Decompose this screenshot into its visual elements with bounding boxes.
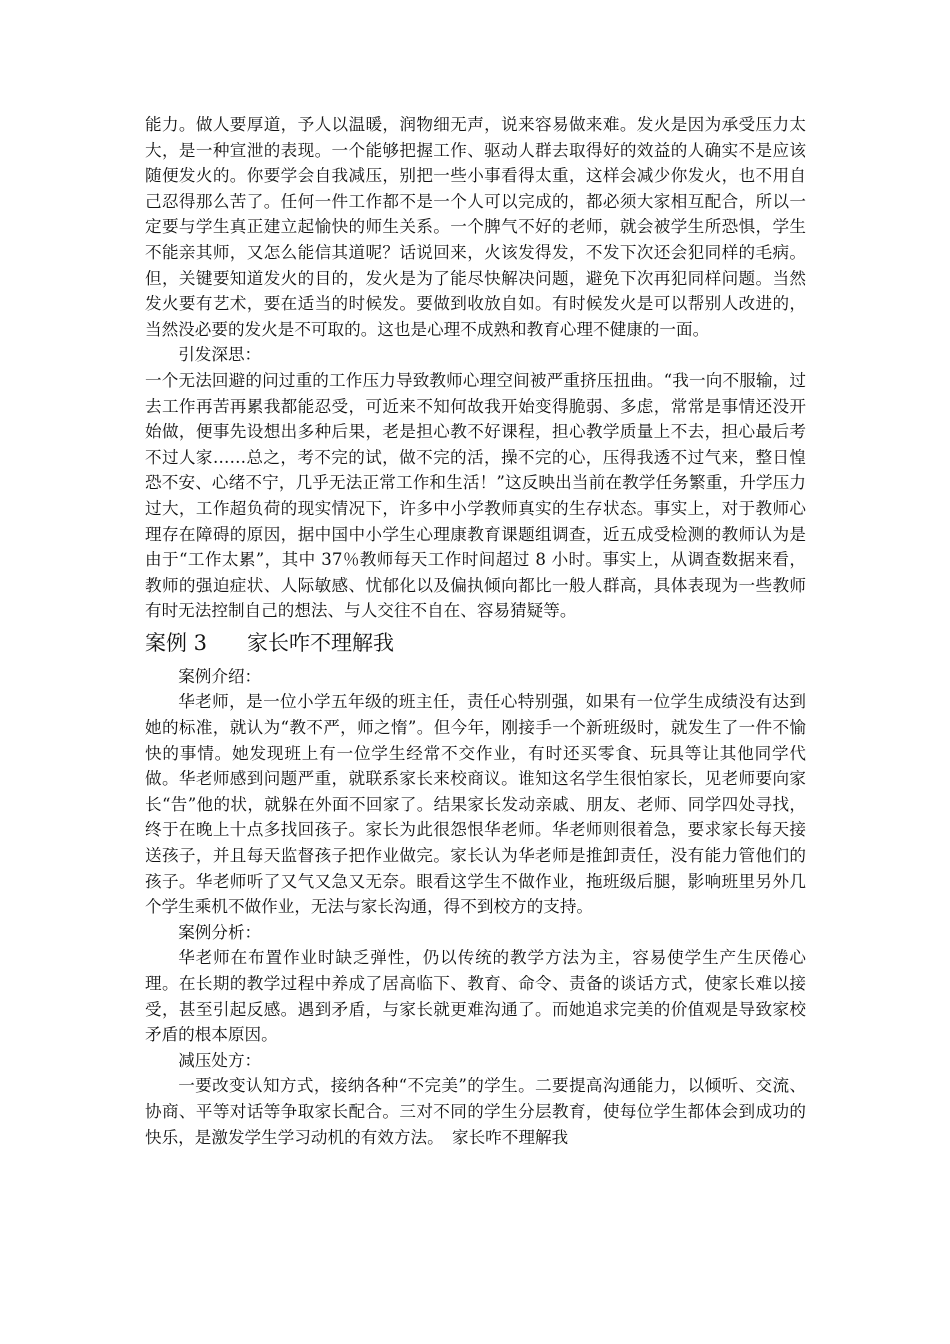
case-heading: [145, 626, 806, 660]
paragraph-case-intro: 华老师，是一位小学五年级的班主任，责任心特别强，如果有一位学生成绩没有达到她的标准，就认为“教不严，师之惰”。但今年，刚接手一个新班级时，就发生了一件不愉快的事情。她发现班上有一位学生经常不交作业，有时还买零食、玩具等让其他同学代做。华老师感到问题严重，就联系家长来校商议。谁知这名学生很怕家长，见老师要向家长“告”他的状，就躲在外面不回家了。结果家长发动亲戚、朋友、老师、同学四处寻找，终于在晚上十点多找回孩子。家长为此很怨恨华老师。华老师则很着急，要求家长每天接送孩子，并且每天监督孩子把作业做完。家长认为华老师是推卸责任，没有能力管他们的孩子。华老师听了又气又急又无奈。眼看这学生不做作业，拖班级后腿，影响班里另外几个学生乘机不做作业，无法与家长沟通，得不到校方的支持。: [145, 692, 806, 917]
case-number: 案例 3: [145, 630, 208, 655]
label-case-analysis: 案例分析：: [178, 922, 262, 942]
case-title: 家长咋不理解我: [247, 630, 395, 655]
label-relief: 减压处方：: [178, 1050, 262, 1070]
paragraph-temper: 能力。做人要厚道，予人以温暖，润物细无声，说来容易做来难。发火是因为承受压力太大，是一种宣泄的表现。一个能够把握工作、驱动人群去取得好的效益的人确实不是应该随便发火的。你要学会自我减压，别把一些小事看得太重，这样会减少你发火，也不用自己忍得那么苦了。任何一件工作都不是一个人可以完成的，都必须大家相互配合，所以一定要与学生真正建立起愉快的师生关系。一个脾气不好的老师，就会被学生所恐惧，学生不能亲其师，又怎么能信其道呢？话说回来，火该发得发，不发下次还会犯同样的毛病。但，关键要知道发火的目的，发火是为了能尽快解决问题，避免下次再犯同样问题。当然发火要有艺术，要在适当的时候发。要做到收放自如。有时候发火是可以帮别人改进的，当然没必要的发火是不可取的。这也是心理不成熟和教育心理不健康的一面。: [145, 115, 806, 339]
label-reflection: 引发深思：: [178, 345, 262, 365]
paragraph-case-analysis: 华老师在布置作业时缺乏弹性，仍以传统的教学方法为主，容易使学生产生厌倦心理。在长期的教学过程中养成了居高临下、教育、命令、责备的谈话方式，使家长难以接受，甚至引起反感。遇到矛盾，与家长就更难沟通了。而她追求完美的价值观是导致家校矛盾的根本原因。: [145, 948, 806, 1045]
document-page: [145, 112, 806, 1150]
paragraph-relief: 一要改变认知方式，接纳各种“不完美”的学生。二要提高沟通能力，以倾听、交流、协商、平等对话等争取家长配合。三对不同的学生分层教育，使每位学生都体会到成功的快乐，是激发学生学习动机的有效方法。 家长咋不理解我: [145, 1076, 806, 1147]
paragraph-reflection: 一个无法回避的问过重的工作压力导致教师心理空间被严重挤压扭曲。“我一向不服输，过去工作再苦再累我都能忍受，可近来不知何故我开始变得脆弱、多虑，常常是事情还没开始做，便事先设想出多种后果，老是担心教不好课程，担心教学质量上不去，担心最后考不过人家……总之，考不完的试，做不完的活，操不完的心，压得我透不过气来，整日惶恐不安、心绪不宁，几乎无法正常工作和生活！”这反映出当前在教学任务繁重，升学压力过大，工作超负荷的现实情况下，许多中小学教师真实的生存状态。事实上，对于教师心理存在障碍的原因，据中国中小学生心理康教育课题组调查，近五成受检测的教师认为是由于“工作太累”，其中 37％教师每天工作时间超过 8 小时。事实上，从调查数据来看，教师的强迫症状、人际敏感、忧郁化以及偏执倾向都比一般人群高，具体表现为一些教师有时无法控制自己的想法、与人交往不自在、容易猜疑等。: [145, 370, 806, 621]
label-case-intro: 案例介绍：: [178, 666, 262, 686]
